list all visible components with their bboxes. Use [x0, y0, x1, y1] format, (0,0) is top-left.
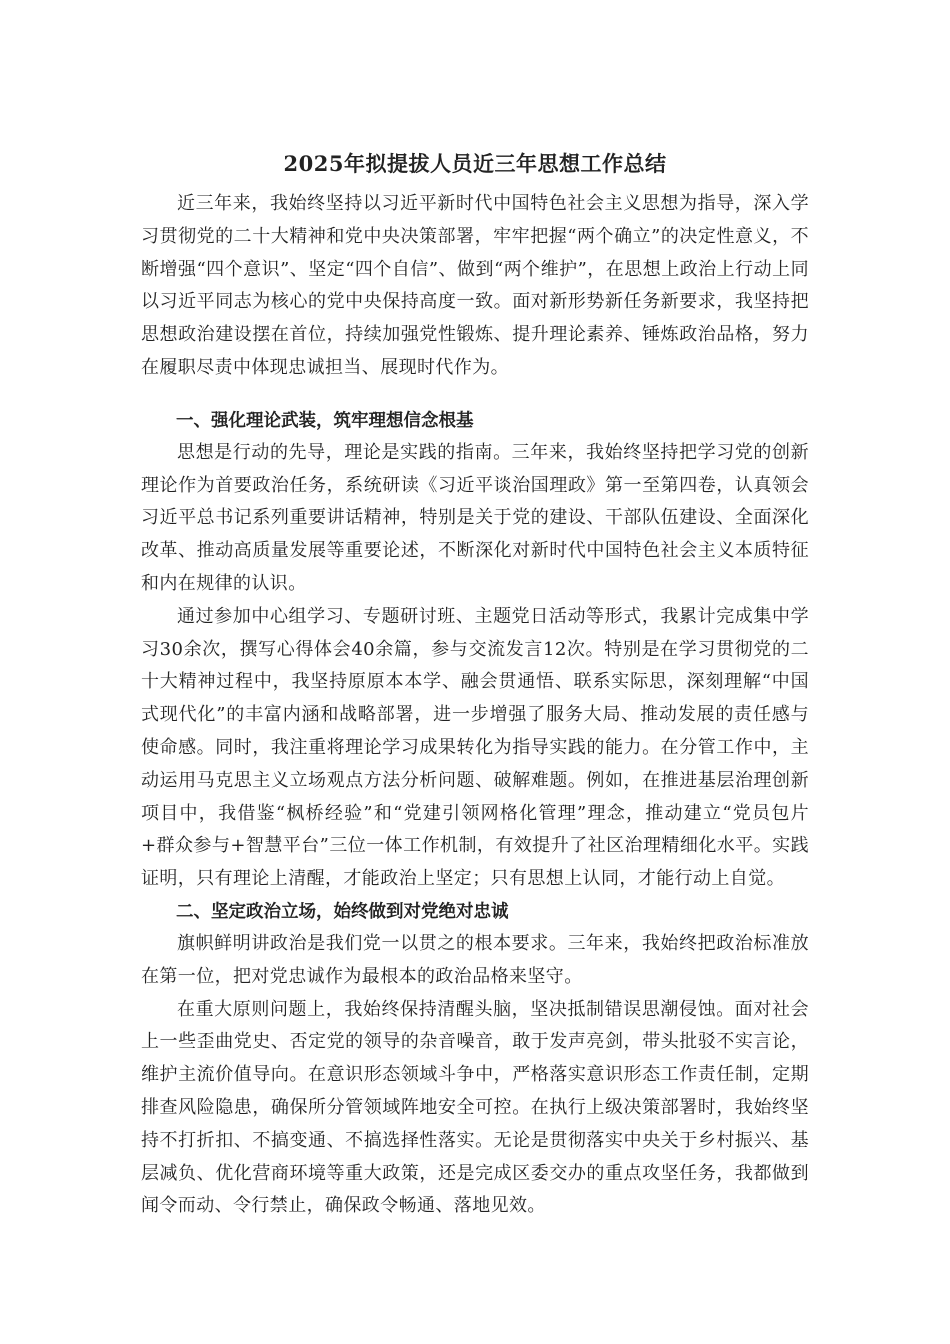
- section-spacer: [141, 385, 809, 405]
- intro-paragraph: 近三年来，我始终坚持以习近平新时代中国特色社会主义思想为指导，深入学习贯彻党的二十大精神和党中央决策部署，牢牢把握“两个确立”的决定性意义，不断增强“四个意识”、坚定“四个自信”、做到“两个维护”，在思想上政治上行动上同以习近平同志为核心的党中央保持高度一致。面对新形势新任务新要求，我坚持把思想政治建设摆在首位，持续加强党性锻炼、提升理论素养、锤炼政治品格，努力在履职尽责中体现忠诚担当、展现时代作为。: [141, 193, 809, 378]
- section1-paragraph-2: 通过参加中心组学习、专题研讨班、主题党日活动等形式，我累计完成集中学习30余次，撰写心得体会40余篇，参与交流发言12次。特别是在学习贯彻党的二十大精神过程中，我坚持原原本本学、融会贯通悟、联系实际思，深刻理解“中国式现代化”的丰富内涵和战略部署，进一步增强了服务大局、推动发展的责任感与使命感。同时，我注重将理论学习成果转化为指导实践的能力。在分管工作中，主动运用马克思主义立场观点方法分析问题、破解难题。例如，在推进基层治理创新项目中，我借鉴“枫桥经验”和“党建引领网格化管理”理念，推动建立“党员包片+群众参与+智慧平台”三位一体工作机制，有效提升了社区治理精细化水平。实践证明，只有理论上清醒，才能政治上坚定；只有思想上认同，才能行动上自觉。: [141, 605, 809, 890]
- section1-paragraph-1: 思想是行动的先导，理论是实践的指南。三年来，我始终坚持把学习党的创新理论作为首要政治任务，系统研读《习近平谈治国理政》第一至第四卷，认真领会习近平总书记系列重要讲话精神，特别是关于党的建设、干部队伍建设、全面深化改革、推动高质量发展等重要论述，不断深化对新时代中国特色社会主义本质特征和内在规律的认识。: [141, 441, 809, 594]
- document-page: [141, 148, 809, 1223]
- section2-paragraph-2: 在重大原则问题上，我始终保持清醒头脑，坚决抵制错误思潮侵蚀。面对社会上一些歪曲党史、否定党的领导的杂音噪音，敢于发声亮剑，带头批驳不实言论，维护主流价值导向。在意识形态领域斗争中，严格落实意识形态工作责任制，定期排查风险隐患，确保所分管领域阵地安全可控。在执行上级决策部署时，我始终坚持不打折扣、不搞变通、不搞选择性落实。无论是贯彻落实中央关于乡村振兴、基层减负、优化营商环境等重大政策，还是完成区委交办的重点攻坚任务，我都做到闻令而动、令行禁止，确保政令畅通、落地见效。: [141, 998, 809, 1217]
- section2-paragraph-1: 旗帜鲜明讲政治是我们党一以贯之的根本要求。三年来，我始终把政治标准放在第一位，把对党忠诚作为最根本的政治品格来坚守。: [141, 932, 809, 987]
- section1-heading: 一、强化理论武装，筑牢理想信念根基: [176, 410, 474, 431]
- section2-heading: 二、坚定政治立场，始终做到对党绝对忠诚: [176, 901, 509, 922]
- document-title: 2025年拟提拔人员近三年思想工作总结: [283, 151, 667, 176]
